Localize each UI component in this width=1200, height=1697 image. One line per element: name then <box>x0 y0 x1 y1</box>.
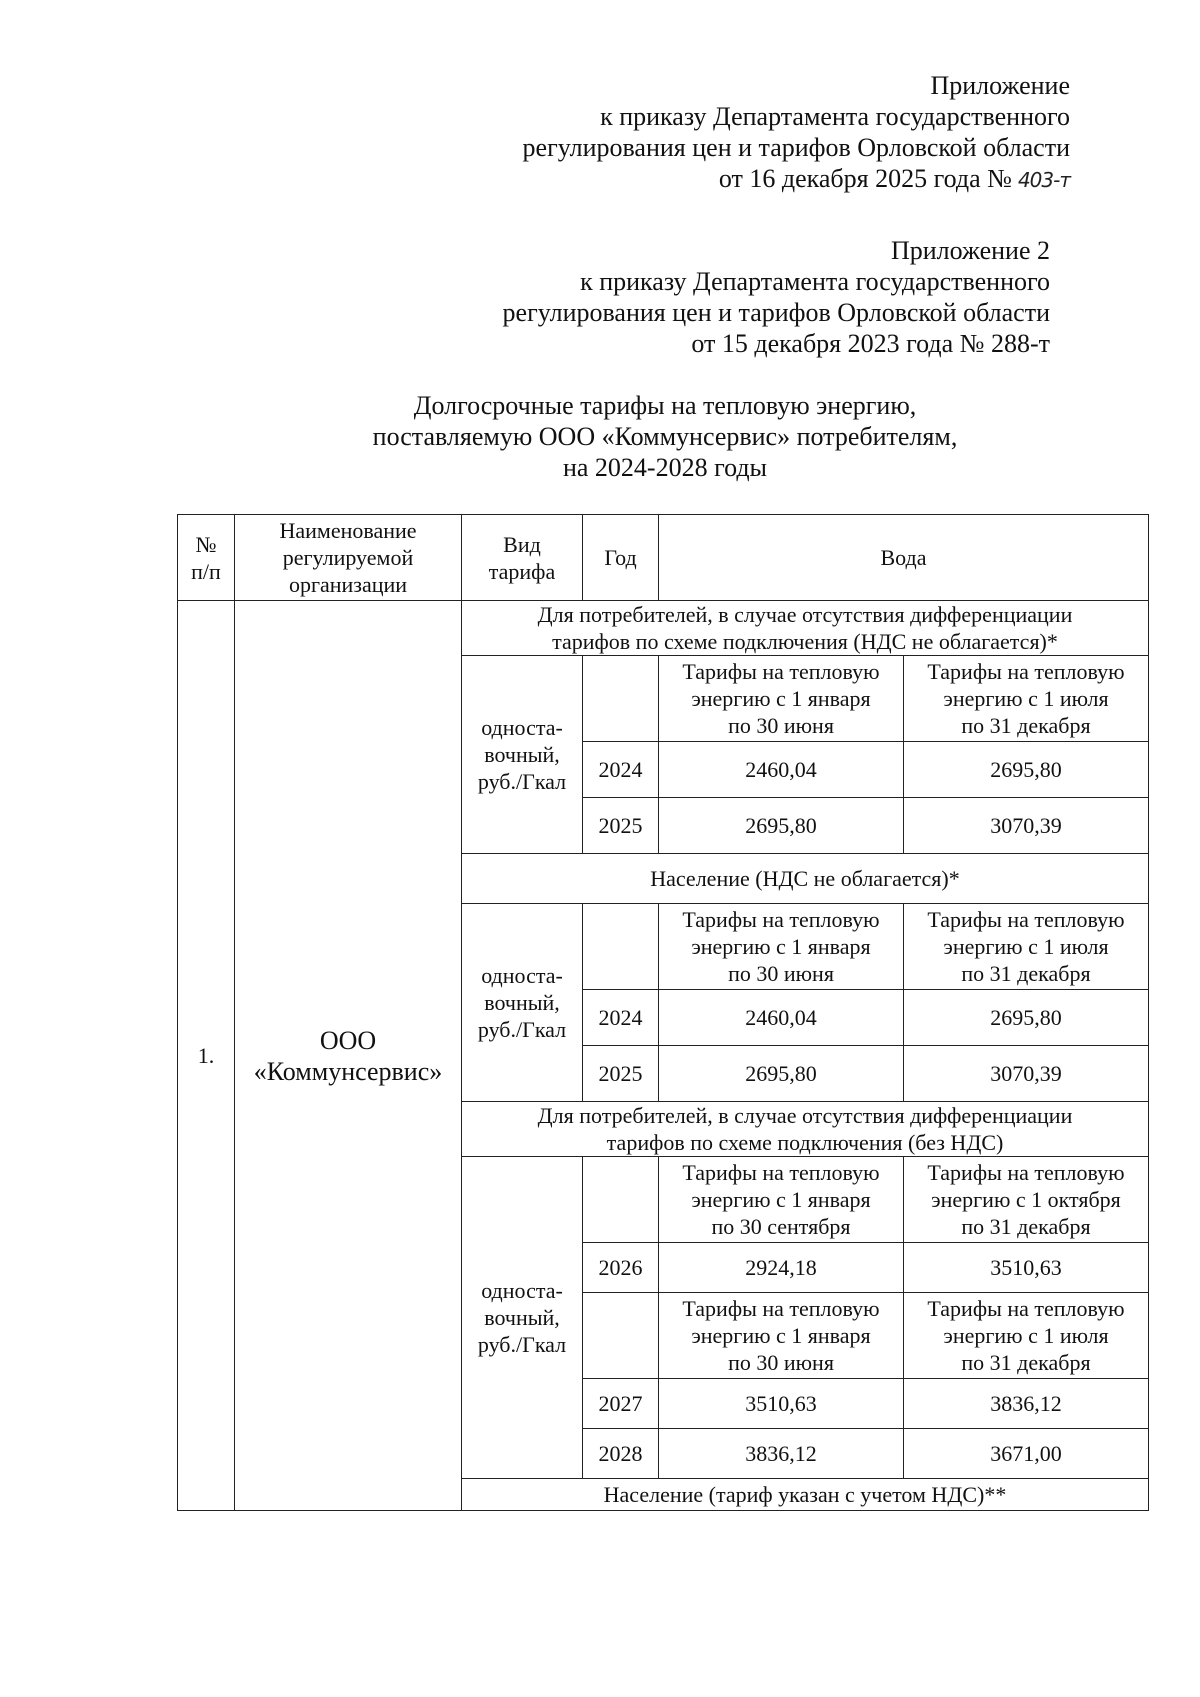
period-2-header: Тарифы на тепловую энергию с 1 июля по 31 декабря <box>904 904 1149 990</box>
header-water: Вода <box>659 515 1149 601</box>
year-cell: 2024 <box>583 742 659 798</box>
section-title: Для потребителей, в случае отсутствия дифференциации тарифов по схеме подключения (НДС не облагается)* <box>462 601 1149 656</box>
attachment-line: к приказу Департамента государственного <box>600 102 1070 131</box>
header-tariff-type: Вид тарифа <box>462 515 583 601</box>
value-cell: 3510,63 <box>904 1243 1149 1293</box>
value-cell: 2460,04 <box>659 742 904 798</box>
empty-cell <box>583 656 659 742</box>
empty-cell <box>583 1157 659 1243</box>
attachment-prior <box>503 235 1050 359</box>
organization-name: ООО «Коммунсервис» <box>235 601 462 1511</box>
empty-cell <box>583 904 659 990</box>
attachment-line: регулирования цен и тарифов Орловской области <box>522 133 1070 162</box>
title-line: поставляемую ООО «Коммунсервис» потребителям, <box>372 422 958 451</box>
tariff-type: односта- вочный, руб./Гкал <box>462 1157 583 1479</box>
document-title <box>170 390 1160 483</box>
value-cell: 3836,12 <box>659 1429 904 1479</box>
empty-cell <box>583 1293 659 1379</box>
table-header-row <box>178 515 1149 601</box>
attachment-date: от 16 декабря 2025 года № <box>718 164 1012 193</box>
section-title: Население (НДС не облагается)* <box>462 854 1149 904</box>
period-1-header: Тарифы на тепловую энергию с 1 января по 30 сентября <box>659 1157 904 1243</box>
tariff-table <box>177 514 1149 1511</box>
title-line: Долгосрочные тарифы на тепловую энергию, <box>413 391 917 420</box>
value-cell: 3070,39 <box>904 1046 1149 1102</box>
tariff-type: односта- вочный, руб./Гкал <box>462 656 583 854</box>
row-number: 1. <box>178 601 235 1511</box>
value-cell: 3070,39 <box>904 798 1149 854</box>
period-1-header: Тарифы на тепловую энергию с 1 января по 30 июня <box>659 904 904 990</box>
year-cell: 2027 <box>583 1379 659 1429</box>
year-cell: 2025 <box>583 1046 659 1102</box>
period-1-header: Тарифы на тепловую энергию с 1 января по 30 июня <box>659 1293 904 1379</box>
value-cell: 2695,80 <box>659 798 904 854</box>
attachment-line: регулирования цен и тарифов Орловской области <box>502 298 1050 327</box>
attachment-date-line <box>523 163 1070 196</box>
attachment-title: Приложение <box>930 71 1070 100</box>
value-cell: 2460,04 <box>659 990 904 1046</box>
value-cell: 2695,80 <box>904 742 1149 798</box>
header-organization: Наименование регулируемой организации <box>235 515 462 601</box>
period-2-header: Тарифы на тепловую энергию с 1 июля по 31 декабря <box>904 1293 1149 1379</box>
attachment-current <box>523 70 1070 196</box>
header-year: Год <box>583 515 659 601</box>
attachment-title: Приложение 2 <box>890 236 1050 265</box>
section-title: Население (тариф указан с учетом НДС)** <box>462 1479 1149 1511</box>
attachment-line: к приказу Департамента государственного <box>580 267 1050 296</box>
year-cell: 2026 <box>583 1243 659 1293</box>
title-line: на 2024-2028 годы <box>562 453 768 482</box>
year-cell: 2024 <box>583 990 659 1046</box>
handwritten-order-number: 403-т <box>1017 168 1070 192</box>
value-cell: 2924,18 <box>659 1243 904 1293</box>
year-cell: 2028 <box>583 1429 659 1479</box>
header-number: № п/п <box>178 515 235 601</box>
value-cell: 2695,80 <box>904 990 1149 1046</box>
value-cell: 2695,80 <box>659 1046 904 1102</box>
period-2-header: Тарифы на тепловую энергию с 1 октября по 31 декабря <box>904 1157 1149 1243</box>
tariff-type: односта- вочный, руб./Гкал <box>462 904 583 1102</box>
value-cell: 3671,00 <box>904 1429 1149 1479</box>
section-title-row <box>178 601 1149 656</box>
value-cell: 3510,63 <box>659 1379 904 1429</box>
value-cell: 3836,12 <box>904 1379 1149 1429</box>
period-1-header: Тарифы на тепловую энергию с 1 января по 30 июня <box>659 656 904 742</box>
period-2-header: Тарифы на тепловую энергию с 1 июля по 31 декабря <box>904 656 1149 742</box>
attachment-date: от 15 декабря 2023 года № 288-т <box>691 329 1050 358</box>
section-title: Для потребителей, в случае отсутствия дифференциации тарифов по схеме подключения (без НДС) <box>462 1102 1149 1157</box>
year-cell: 2025 <box>583 798 659 854</box>
